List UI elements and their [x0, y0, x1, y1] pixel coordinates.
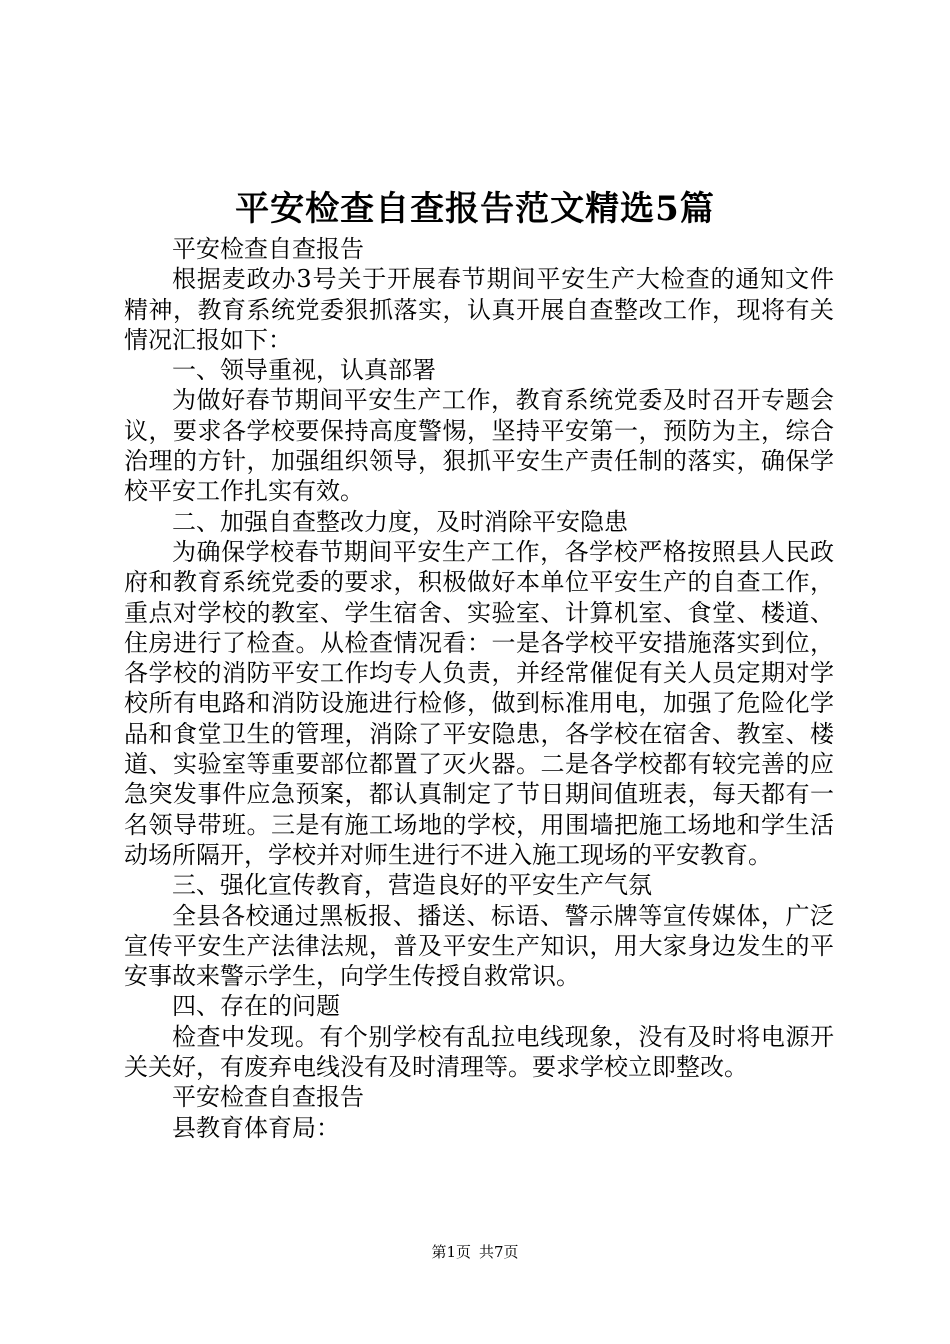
section-4-paragraph: 检查中发现。有个别学校有乱拉电线现象，没有及时将电源开关关好，有废弃电线没有及时清理等。要求学校立即整改。: [124, 1022, 834, 1082]
page-total: 共7页: [479, 1243, 519, 1261]
intro-paragraph: 根据麦政办3号关于开展春节期间平安生产大检查的通知文件精神，教育系统党委狠抓落实，认真开展自查整改工作，现将有关情况汇报如下：: [124, 265, 834, 354]
document-title: 平安检查自查报告范文精选5篇: [235, 189, 715, 229]
section-heading-4: 四、存在的问题: [172, 992, 340, 1021]
second-report-heading: 平安检查自查报告: [172, 1083, 364, 1112]
section-2-paragraph: 为确保学校春节期间平安生产工作，各学校严格按照县人民政府和教育系统党委的要求，积极做好本单位平安生产的自查工作，重点对学校的教室、学生宿舍、实验室、计算机室、食堂、楼道、住房进行了检查。从检查情况看：一是各学校平安措施落实到位，各学校的消防平安工作均专人负责，并经常催促有关人员定期对学校所有电路和消防设施进行检修，做到标准用电，加强了危险化学品和食堂卫生的管理，消除了平安隐患，各学校在宿舍、教室、楼道、实验室等重要部位都置了灭火器。二是各学校都有较完善的应急突发事件应急预案，都认真制定了节日期间值班表，每天都有一名领导带班。三是有施工场地的学校，用围墙把施工场地和学生活动场所隔开，学校并对师生进行不进入施工现场的平安教育。: [124, 537, 834, 869]
section-1-paragraph: 为做好春节期间平安生产工作，教育系统党委及时召开专题会议，要求各学校要保持高度警惕，坚持平安第一，预防为主，综合治理的方针，加强组织领导，狠抓平安生产责任制的落实，确保学校平安工作扎实有效。: [124, 386, 834, 506]
page-footer: [0, 1242, 950, 1262]
section-heading-3: 三、强化宣传教育，营造良好的平安生产气氛: [172, 871, 652, 900]
salutation: 县教育体育局：: [172, 1113, 340, 1142]
section-heading-1: 一、领导重视，认真部署: [172, 356, 436, 385]
page-number: 第1页: [431, 1243, 471, 1261]
document-body: [124, 234, 834, 1143]
section-heading-2: 二、加强自查整改力度，及时消除平安隐患: [172, 507, 628, 536]
section-3-paragraph: 全县各校通过黑板报、播送、标语、警示牌等宣传媒体，广泛宣传平安生产法律法规，普及平安生产知识，用大家身边发生的平安事故来警示学生，向学生传授自救常识。: [124, 901, 834, 991]
section-heading-report: 平安检查自查报告: [172, 235, 364, 263]
